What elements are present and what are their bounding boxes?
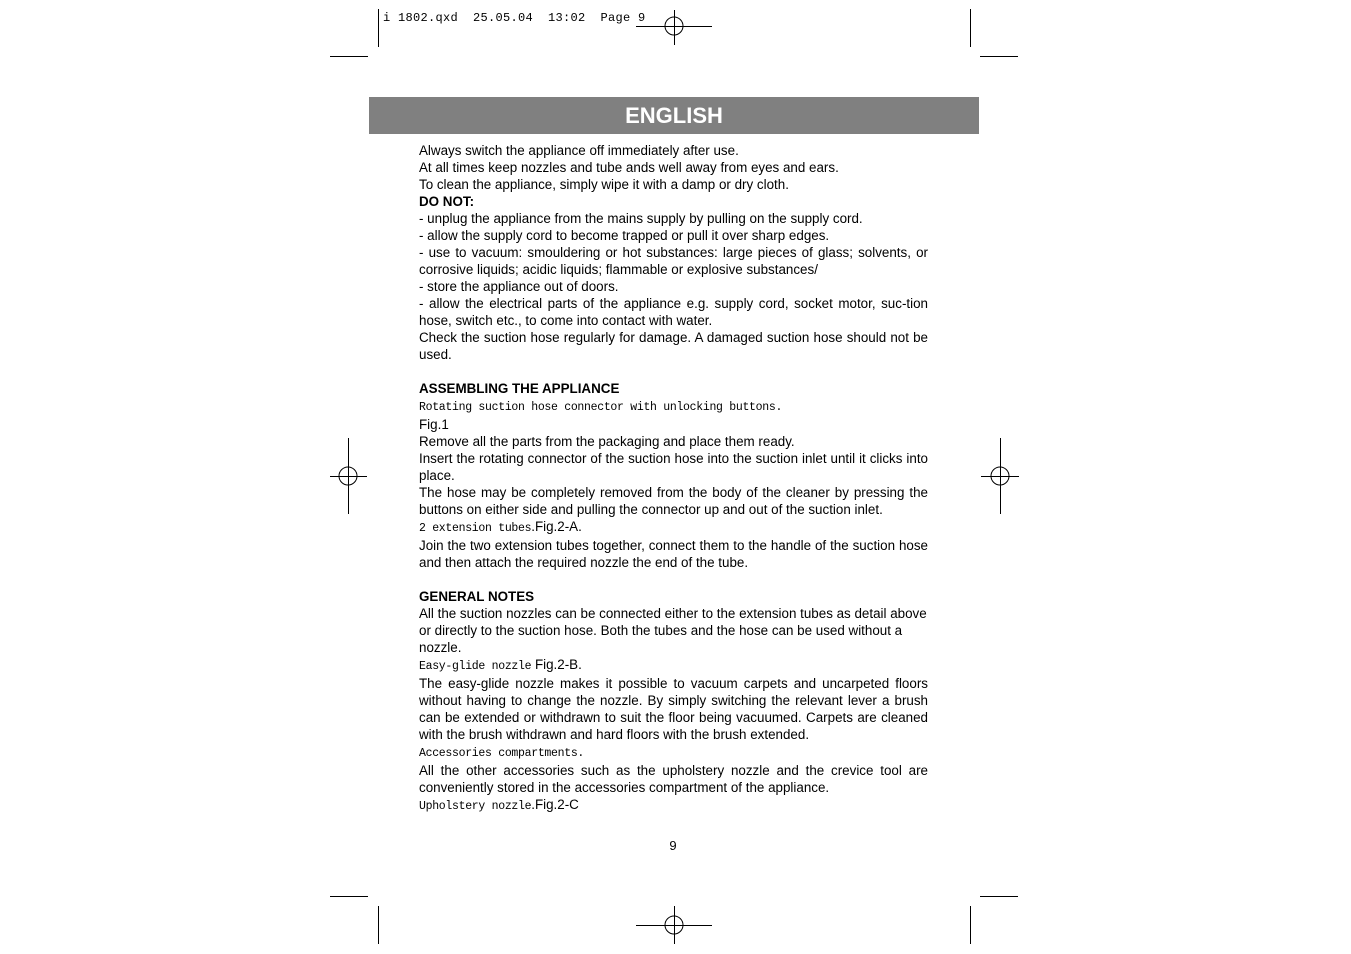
- fig1-label: Fig.1: [419, 417, 449, 432]
- registration-mark-top: [636, 10, 712, 45]
- intro-line: At all times keep nozzles and tube ands well away from eyes and ears.: [419, 160, 839, 175]
- do-not-item: - allow the supply cord to become trapped or pull it over sharp edges.: [419, 228, 830, 243]
- extension-tubes-fig: .Fig.2-A.: [531, 519, 582, 534]
- general-paragraph: All the suction nozzles can be connected either to the extension tubes as detail above or directly to the suction hose. Both the tubes and the hose can be used without a nozzle.: [419, 606, 927, 655]
- upholstery-fig: .Fig.2-C: [531, 797, 579, 812]
- registration-mark-right: [981, 438, 1019, 514]
- do-not-heading: DO NOT:: [419, 194, 475, 209]
- assembling-paragraph: Insert the rotating connector of the suction hose into the suction inlet until it clicks into place.: [419, 451, 928, 483]
- easy-glide-caption: Easy-glide nozzle: [419, 660, 532, 673]
- extension-tubes-caption: 2 extension tubes: [419, 522, 532, 535]
- page-number: 9: [669, 838, 677, 853]
- check-hose-note: Check the suction hose regularly for damage. A damaged suction hose should not be used.: [419, 330, 928, 362]
- do-not-item: - unplug the appliance from the mains supply by pulling on the supply cord.: [419, 211, 863, 226]
- manual-text: [419, 142, 928, 815]
- assembling-paragraph: Join the two extension tubes together, connect them to the handle of the suction hose and then attach the required nozzle the end of the tube.: [419, 538, 928, 570]
- language-banner: ENGLISH: [369, 97, 979, 134]
- easy-glide-fig: Fig.2-B.: [531, 657, 582, 672]
- upholstery-line: [419, 796, 928, 815]
- accessories-line: [419, 743, 928, 762]
- do-not-item: - store the appliance out of doors.: [419, 279, 619, 294]
- general-paragraph: All the other accessories such as the upholstery nozzle and the crevice tool are conveniently stored in the accessories compartment of the appliance.: [419, 763, 928, 795]
- general-paragraph: The easy-glide nozzle makes it possible to vacuum carpets and uncarpeted floors without having to change the nozzle. By simply switching the relevant lever a brush can be extended or withdrawn to suit the floor being vacuumed. Carpets are cleaned with the brush withdrawn and hard floors with the brush extended.: [419, 676, 928, 742]
- assembling-subhead: [419, 397, 928, 416]
- assembling-paragraph: Remove all the parts from the packaging and place them ready.: [419, 434, 795, 449]
- assembling-heading: ASSEMBLING THE APPLIANCE: [419, 381, 620, 396]
- general-notes-heading: GENERAL NOTES: [419, 589, 535, 604]
- intro-line: To clean the appliance, simply wipe it with a damp or dry cloth.: [419, 177, 789, 192]
- registration-mark-left: [330, 438, 367, 514]
- print-slug: i 1802.qxd 25.05.04 13:02 Page 9: [383, 11, 646, 25]
- extension-tubes-line: [419, 518, 928, 537]
- connector-caption: Rotating suction hose connector with unlocking buttons.: [419, 401, 783, 414]
- upholstery-caption: Upholstery nozzle: [419, 800, 532, 813]
- do-not-item: - use to vacuum: smouldering or hot substances: large pieces of glass; solvents, or corrosive liquids; acidic liquids; flammable or explosive substances/: [419, 245, 928, 277]
- registration-mark-bottom: [636, 906, 712, 944]
- accessories-caption: Accessories compartments.: [419, 747, 585, 760]
- easy-glide-line: [419, 656, 928, 675]
- do-not-item: - allow the electrical parts of the appliance e.g. supply cord, socket motor, suc-tion hose, switch etc., to come into contact with water.: [419, 296, 928, 328]
- assembling-paragraph: The hose may be completely removed from the body of the cleaner by pressing the buttons on either side and pulling the connector up and out of the suction inlet.: [419, 485, 928, 517]
- intro-line: Always switch the appliance off immediately after use.: [419, 143, 739, 158]
